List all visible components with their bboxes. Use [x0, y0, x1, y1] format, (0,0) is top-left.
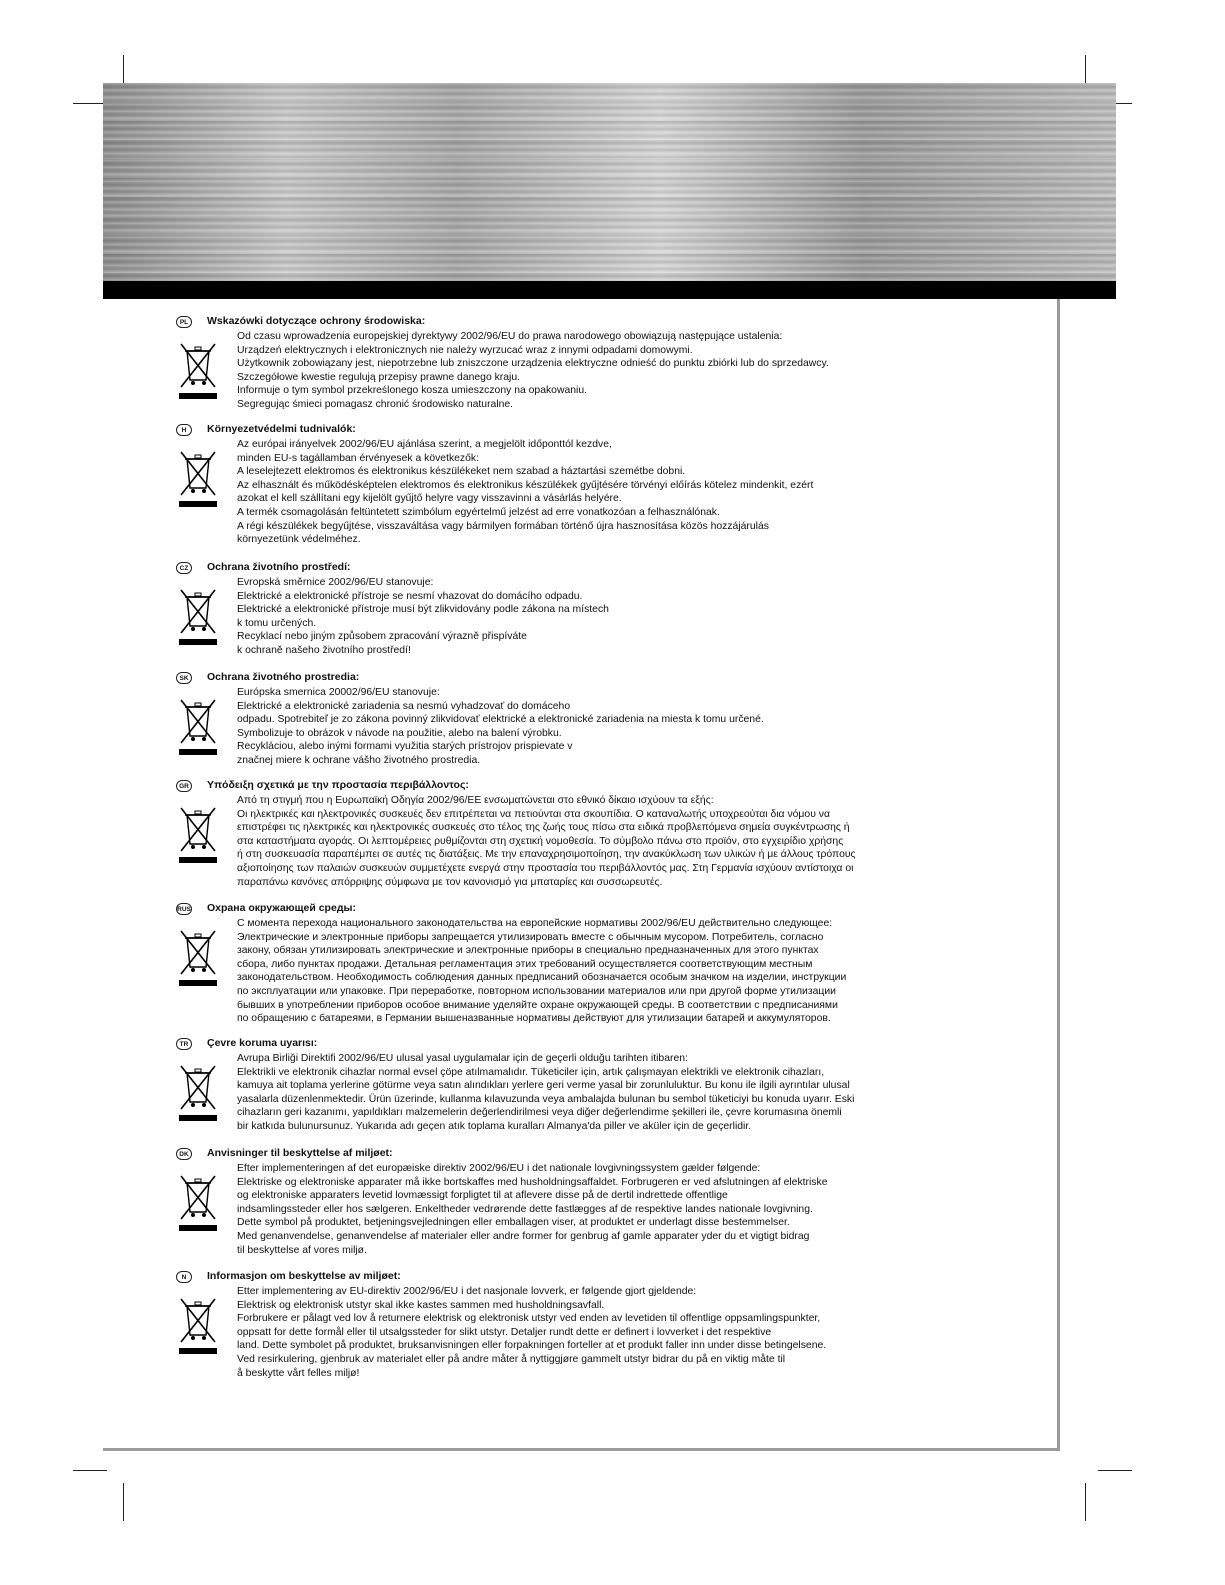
text-line: ή στη συσκευασία παραπέμπει σε αυτές τις διατάξεις. Με την επαναχρησιμοποίηση, την ανακύκλωση των υλικών ή με άλλους τρόπους [237, 849, 856, 861]
text-line: Európska smernica 20002/96/EU stanovuje: [237, 687, 440, 698]
section-text [237, 917, 1056, 1026]
text-line: Από τη στιγμή που η Ευρωπαϊκή Οδηγία 2002/96/ΕΕ ενσωματώνεται στο εθνικό δίκαιο ισχύουν τα εξής: [237, 795, 714, 806]
section-header [176, 1148, 1056, 1162]
text-line: Электрические и электронные приборы запрещается утилизировать вместе с обычным мусором. Потребитель, согласно [237, 931, 824, 943]
section-h [176, 423, 1056, 546]
text-line: Od czasu wprowadzenia europejskiej dyrektywy 2002/96/EU do prawa narodowego obowiązują następujące ustalenia: [237, 331, 783, 342]
text-line: бывших в употреблении приборов особое внимание уделяйте охране окружающей среды. В соответствии с предписаниями [237, 999, 838, 1011]
text-line: сбора, либо пунктах продажи. Детальная регламентация этих требований осуществляется соответствующим местным [237, 958, 813, 970]
text-line: značnej miere k ochrane vášho životného prostredia. [237, 754, 481, 766]
brushed-metal-header [103, 83, 1116, 281]
section-dk [176, 1147, 1056, 1256]
section-title: Ochrana životního prostředí: [207, 561, 351, 573]
text-line: Elektrisk og elektronisk utstyr skal ikke kastes sammen med husholdningsavfall. [237, 1299, 605, 1311]
section-gr [176, 779, 1056, 888]
text-line: Med genanvendelse, genanvendelse af materialer eller andre former for genbrug af gamle apparater yder du et vigtigt bidrag [237, 1230, 810, 1242]
text-line: Szczegółowe kwestie regulują przepisy prawne danego kraju. [237, 371, 521, 383]
crossed-out-wheelie-bin-icon [178, 586, 218, 646]
text-line: Elektrikli ve elektronik cihazlar normal evsel çöpe atılmamalıdır. Tüketiciler için, artık çalışmayan elektrikli ve elektronik cihazları, [237, 1066, 825, 1078]
section-title: Környezetvédelmi tudnivalók: [207, 423, 356, 435]
text-line: επιστρέφει τις ηλεκτρικές και ηλεκτρονικές συσκευές στο τέλος της ζωής τους πίσω στα ειδικά προβλεπόμενα σημεία συγκέντρωσης ή [237, 822, 850, 834]
section-header [176, 424, 1056, 438]
crossed-out-wheelie-bin-icon [178, 696, 218, 756]
text-line: по эксплуатации или упаковке. При переработке, повторном использовании материалов или при другой форме утилизации [237, 985, 836, 997]
crossed-out-wheelie-bin-icon [178, 1062, 218, 1122]
text-line: A termék csomagolásán feltüntetett szimbólum egyértelmű jelzést ad erre vonatkozóan a felhasználónak. [237, 506, 720, 518]
text-line: αξιοποίησης των παλαιών συσκευών συμμετέχετε ενεργά στην προστασία του περιβάλλοντός μας. Στη Γερμανία ισχύουν αντίστοιχα οι [237, 862, 854, 874]
section-text [237, 330, 1056, 412]
text-line: Dette symbol på produktet, betjeningsvejledningen eller emballagen viser, at produktet er underlagt disse bestemmelser. [237, 1217, 790, 1229]
text-line: kamuya ait toplama yerlerine götürme veya satın alındıkları yerlere geri verme yasal bir zorunluluktur. Bu konu ile ilgili ayrıntılar ulusal [237, 1080, 850, 1092]
section-tr [176, 1037, 1056, 1132]
section-text [237, 1052, 1056, 1134]
country-code-badge: N [176, 1271, 192, 1283]
text-line: Symbolizuje to obrázok v návode na použitie, alebo na balení výrobku. [237, 727, 562, 739]
section-header [176, 1038, 1056, 1052]
text-line: Elektrické a elektronické zariadenia sa nesmú vyhadzovať do domáceho [237, 700, 571, 712]
crop-mark-bottom-right-h [1098, 1470, 1132, 1471]
text-line: Evropská směrnice 2002/96/EU stanovuje: [237, 577, 434, 588]
text-line: Urządzeń elektrycznych i elektronicznych nie należy wyrzucać wraz z innymi odpadami domowymi. [237, 344, 693, 356]
section-text [237, 794, 1056, 889]
country-code-badge: TR [176, 1038, 192, 1050]
text-line: yasalarla düzenlenmektedir. Ürün üzerinde, kullanma kılavuzunda veya ambalajda bulunan bu sembol tüketiciyi bu konuda uyarır. Eski [237, 1093, 855, 1105]
section-title: Anvisninger til beskyttelse af miljøet: [207, 1147, 393, 1159]
section-text [237, 1162, 1056, 1257]
section-body [176, 1285, 1056, 1380]
country-code-badge: CZ [176, 562, 192, 574]
crop-mark-bottom-right-v [1085, 1483, 1086, 1521]
crossed-out-wheelie-bin-icon [178, 927, 218, 987]
crossed-out-wheelie-bin-icon [178, 448, 218, 508]
text-line: odpadu. Spotrebiteľ je zo zákona povinný zlikvidovať elektrické a elektronické zariadenia na miesta k tomu určené. [237, 714, 764, 726]
section-sk [176, 671, 1056, 766]
section-pl [176, 315, 1056, 410]
section-header [176, 562, 1056, 576]
text-line: Elektrické a elektronické přístroje se nesmí vhazovat do domácího odpadu. [237, 590, 583, 602]
header-black-bar [103, 281, 1116, 299]
section-header [176, 316, 1056, 330]
text-line: Recyklací nebo jiným způsobem zpracování výrazně přispíváte [237, 631, 527, 643]
country-code-badge: GR [176, 780, 192, 792]
text-line: A régi készülékek begyűjtése, visszaváltása vagy bármilyen formában történő újra hasznosítása közös hozzájárulás [237, 520, 769, 532]
section-body [176, 1052, 1056, 1134]
crossed-out-wheelie-bin-icon [178, 340, 218, 400]
text-line: til beskyttelse af vores miljø. [237, 1244, 367, 1256]
section-body [176, 1162, 1056, 1257]
country-code-badge: DK [176, 1148, 192, 1160]
section-body [176, 686, 1056, 768]
text-line: Elektriske og elektroniske apparater må ikke bortskaffes med husholdningsaffaldet. Forbrugeren er ved afslutningen af elektriske [237, 1176, 828, 1188]
crop-mark-bottom-left-h [73, 1470, 107, 1471]
text-line: minden EU-s tagállamban érvényesek a következők: [237, 452, 479, 464]
section-title: Охрана окружающей среды: [207, 902, 356, 914]
crossed-out-wheelie-bin-icon [178, 1172, 218, 1232]
text-line: Użytkownik zobowiązany jest, niepotrzebne lub zniszczone urządzenia elektryczne odnieść do punktu zbiórki lub do sprzedawcy. [237, 358, 829, 370]
text-line: bir katkıda bulunursunuz. Yukarıda adı geçen atık toplama kuralları Almanya'da piller ve aküler için de geçerlidir. [237, 1120, 752, 1132]
section-header [176, 780, 1056, 794]
text-line: indsamlingssteder eller hos sælgeren. Enkeltheder vedrørende dette fastlægges af de respektive landes nationale lovgivning. [237, 1203, 813, 1215]
text-line: Az európai irányelvek 2002/96/EU ajánlása szerint, a megjelölt időponttól kezdve, [237, 439, 612, 450]
section-title: Υπόδειξη σχετικά με την προστασία περιβάλλοντος: [207, 779, 469, 791]
country-code-badge: RUS [176, 903, 192, 915]
text-line: Segregując śmieci pomagasz chronić środowisko naturalne. [237, 398, 514, 410]
text-line: azokat el kell szállítani egy kijelölt gyűjtő helyre vagy visszavinni a vásárlás helyére. [237, 493, 622, 505]
text-line: og elektroniske apparaters levetid lovmæssigt forpligtet til at aflevere disse på de dertil indrettede offentlige [237, 1190, 728, 1202]
text-line: παραπάνω κανόνες απόρριψης σύμφωνα με τον κανονισμό για μπαταρίες και συσσωρευτές. [237, 876, 663, 888]
section-text [237, 1285, 1056, 1380]
text-line: Recykláciou, alebo inými formami využitia starých prístrojov prispievate v [237, 741, 573, 753]
crop-mark-top-left-h [73, 103, 107, 104]
section-title: Informasjon om beskyttelse av miljøet: [207, 1270, 401, 1282]
section-text [237, 686, 1056, 768]
text-line: Forbrukere er pålagt ved lov å returnere elektrisk og elektronisk utstyr ved enden av levetiden til offentlige oppsamlingspunkter, [237, 1313, 821, 1325]
text-line: cihazların geri kazanımı, yapıldıkları malzemelerin değerlendirilmesi veya diğer değerlendirme şekilleri ile, çevre korumasına önemli [237, 1107, 842, 1119]
section-body [176, 794, 1056, 889]
text-line: Οι ηλεκτρικές και ηλεκτρονικές συσκευές δεν επιτρέπεται να πετιούνται στα σκουπίδια. Ο καταναλωτής υποχρεούται δια νόμου να [237, 808, 830, 820]
text-line: Informuje o tym symbol przekreślonego kosza umieszczony na opakowaniu. [237, 385, 587, 397]
crop-mark-bottom-left-v [123, 1483, 124, 1521]
section-rus [176, 902, 1056, 1025]
text-line: στα καταστήματα αγοράς. Οι λεπτομέρειες ρυθμίζονται στη σχετική νομοθεσία. Το σύμβολο πάνω στο προϊόν, στο εγχειρίδιο χρήσης [237, 835, 844, 847]
section-title: Ochrana životného prostredia: [207, 671, 360, 683]
section-n [176, 1270, 1056, 1379]
text-line: A leselejtezett elektromos és elektronikus készülékeket nem szabad a háztartási szemétbe dobni. [237, 466, 686, 478]
section-body [176, 330, 1056, 412]
section-header [176, 672, 1056, 686]
section-title: Wskazówki dotyczące ochrony środowiska: [207, 315, 426, 327]
text-line: k ochraně našeho životního prostředí! [237, 644, 411, 656]
text-line: С момента перехода национального законодательства на европейские нормативы 2002/96/EU действительно следующее: [237, 918, 833, 929]
section-body [176, 917, 1056, 1026]
text-line: å beskytte vårt felles miljø! [237, 1367, 360, 1379]
crossed-out-wheelie-bin-icon [178, 804, 218, 864]
text-line: Avrupa Birliği Direktifi 2002/96/EU ulusal yasal uygulamalar için de geçerli olduğu tarihten itibaren: [237, 1053, 688, 1064]
crossed-out-wheelie-bin-icon [178, 1295, 218, 1355]
section-header [176, 1271, 1056, 1285]
section-text [237, 576, 1056, 658]
text-line: Ved resirkulering, gjenbruk av materialet eller på andre måter å nyttiggjøre gammelt utstyr bidrar du på en viktig måte til [237, 1353, 786, 1365]
section-cz [176, 561, 1056, 656]
country-code-badge: H [176, 424, 192, 436]
text-line: Elektrické a elektronické přístroje musí být zlikvidovány podle zákona na místech [237, 604, 609, 616]
section-title: Çevre koruma uyarısı: [207, 1037, 318, 1049]
country-code-badge: SK [176, 672, 192, 684]
text-line: законодательством. Необходимость соблюдения данных предписаний обозначается особым значком на изделии, инструкции [237, 972, 847, 984]
text-line: по обращению с батареями, в Германии вышеназванные нормативы действуют для утилизации батарей и аккумуляторов. [237, 1013, 831, 1025]
text-line: Az elhasznált és működésképtelen elektromos és elektronikus készülékek gyűjtésére törvényi előírás kötelez mindenkit, ezért [237, 479, 814, 491]
text-line: Etter implementering av EU-direktiv 2002/96/EU i det nasjonale lovverk, er følgende gjort gjeldende: [237, 1286, 697, 1297]
country-code-badge: PL [176, 316, 192, 328]
section-text [237, 438, 1056, 547]
text-line: закону, обязан утилизировать электрические и электронные приборы в специально предназначенных для этого пунктах [237, 945, 819, 957]
text-line: Efter implementeringen af det europæiske direktiv 2002/96/EU i det nationale lovgivningssystem gælder følgende: [237, 1163, 761, 1174]
section-body [176, 438, 1056, 547]
section-header [176, 903, 1056, 917]
text-line: k tomu určených. [237, 617, 317, 629]
section-body [176, 576, 1056, 658]
text-line: land. Dette symbolet på produktet, bruksanvisningen eller forpakningen forteller at et produkt faller inn under disse betingelsene. [237, 1340, 827, 1352]
text-line: környezetünk védelméhez. [237, 534, 361, 546]
text-line: oppsatt for dette formål eller til utsalgssteder for slikt utstyr. Detaljer rundt dette er definert i lovverket i det respektive [237, 1326, 772, 1338]
